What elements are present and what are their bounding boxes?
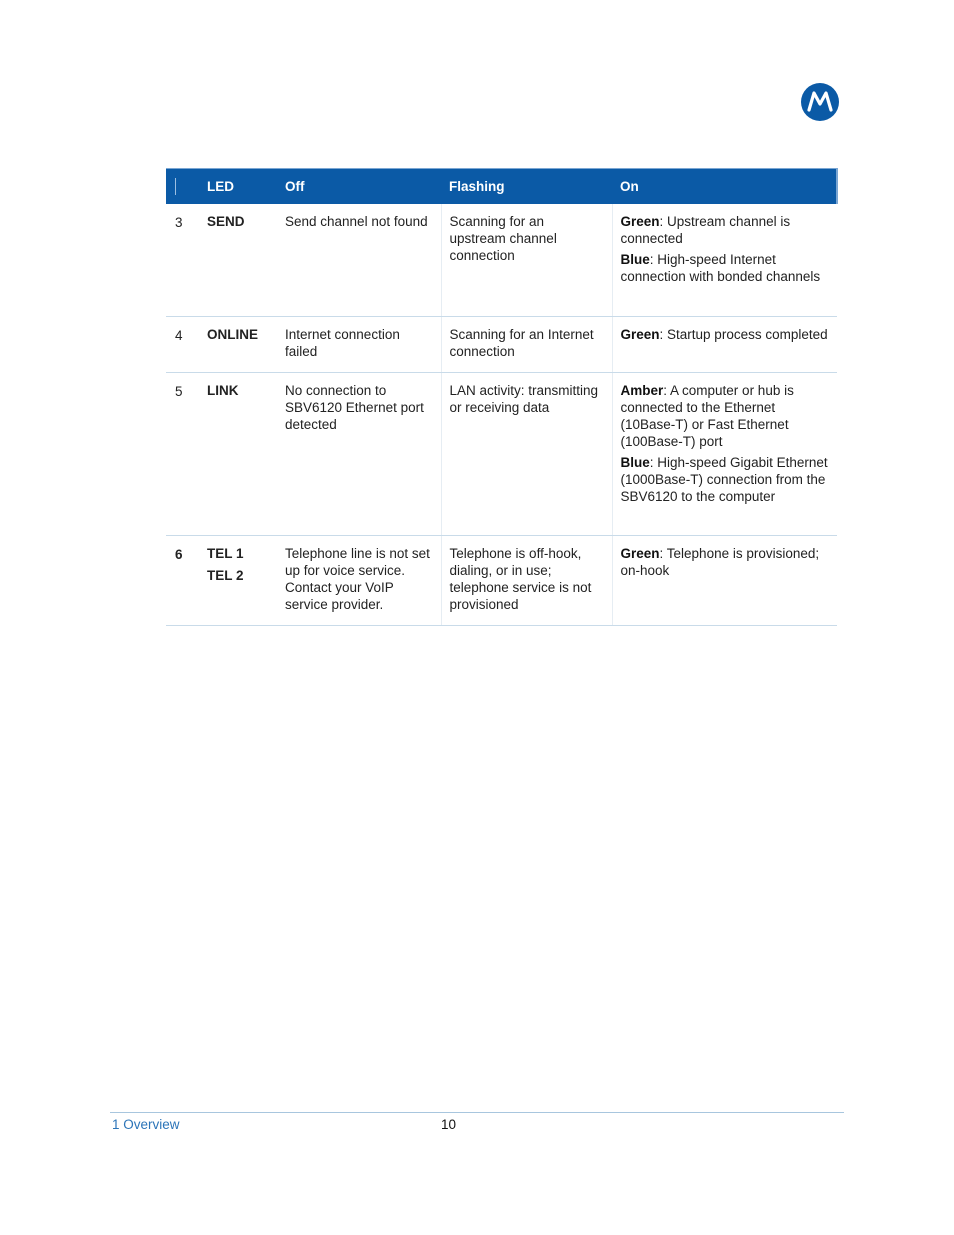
led-name	[199, 535, 277, 625]
color-label: Green	[620, 214, 660, 229]
color-label: Green	[620, 545, 660, 561]
footer-divider	[110, 1112, 844, 1113]
led-name: SEND	[199, 204, 277, 316]
table-row	[166, 316, 837, 372]
on-text: : Upstream channel is connected	[620, 214, 791, 246]
on-description	[612, 372, 837, 535]
table-row	[166, 204, 837, 316]
row-number: 3	[166, 204, 199, 316]
header-number	[166, 169, 199, 205]
row-number: 4	[166, 316, 199, 372]
off-description: Internet connection failed	[277, 316, 441, 372]
on-text: : A computer or hub is connected to the Ethernet (10Base-T) or Fast Ethernet (100Base-T) port	[620, 382, 794, 449]
on-item	[621, 454, 830, 505]
table-header-row	[166, 169, 837, 205]
on-text: : High-speed Internet connection with bonded channels	[620, 252, 821, 284]
flashing-description: Telephone is off-hook, dialing, or in use; telephone service is not provisioned	[441, 535, 612, 625]
flashing-description: LAN activity: transmitting or receiving data	[441, 372, 612, 535]
on-description	[612, 535, 837, 625]
motorola-logo-icon	[801, 83, 839, 121]
flashing-description: Scanning for an Internet connection	[441, 316, 612, 372]
on-description	[612, 204, 837, 316]
color-label: Blue	[620, 252, 650, 267]
led-name: ONLINE	[199, 316, 277, 372]
led-name-tel2: TEL 2	[207, 567, 244, 583]
on-text: : Startup process completed	[659, 326, 828, 342]
on-item	[621, 545, 830, 579]
row-number: 6	[166, 535, 199, 625]
table-row	[166, 535, 837, 625]
on-item	[621, 251, 830, 285]
led-name-tel1: TEL 1	[207, 545, 244, 561]
off-description: Telephone line is not set up for voice service. Contact your VoIP service provider.	[277, 535, 441, 625]
on-text: : Telephone is provisioned; on-hook	[620, 545, 820, 578]
on-item	[621, 382, 830, 450]
on-text: : High-speed Gigabit Ethernet (1000Base-T) connection from the SBV6120 to the computer	[620, 454, 828, 504]
color-label: Amber	[620, 382, 664, 398]
led-name: LINK	[199, 372, 277, 535]
color-label: Green	[620, 326, 660, 342]
flashing-description: Scanning for an upstream channel connection	[441, 204, 612, 316]
on-item	[621, 213, 830, 247]
color-label: Blue	[620, 454, 650, 470]
footer-section-link[interactable]: 1 Overview	[112, 1117, 180, 1132]
off-description: Send channel not found	[277, 204, 441, 316]
page-number: 10	[441, 1117, 457, 1132]
header-on: On	[612, 169, 837, 205]
header-off: Off	[277, 169, 441, 205]
header-led: LED	[199, 169, 277, 205]
table-row	[166, 372, 837, 535]
led-status-table	[166, 168, 838, 626]
header-flashing: Flashing	[441, 169, 612, 205]
off-description: No connection to SBV6120 Ethernet port detected	[277, 372, 441, 535]
on-description	[612, 316, 837, 372]
row-number: 5	[166, 372, 199, 535]
on-item	[621, 326, 830, 343]
